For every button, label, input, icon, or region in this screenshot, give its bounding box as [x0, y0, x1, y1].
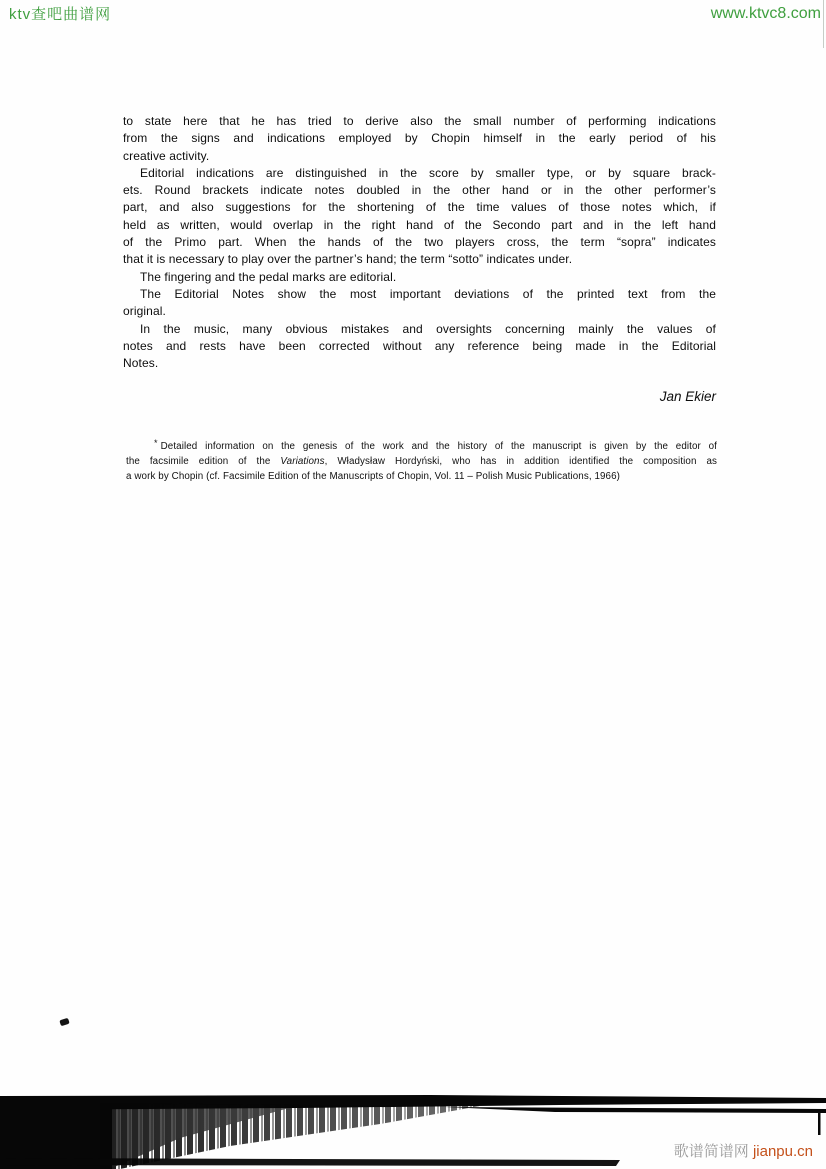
- footnote-text: , Władysław Hordyński, who has in addition identified the composition as: [324, 456, 717, 467]
- text-line: held as written, would overlap in the right hand of the Secondo part and in the left hand: [123, 217, 716, 232]
- text-line: original.: [123, 304, 166, 319]
- footnote-text: Detailed information on the genesis of the work and the history of the manuscript is given by the editor of: [160, 441, 717, 452]
- text-line: notes and rests have been corrected without any reference being made in the Editorial: [123, 338, 716, 353]
- text-line: to state here that he has tried to derive also the small number of performing indications: [123, 114, 716, 128]
- footnote-asterisk: *: [154, 438, 158, 448]
- site-url: jianpu.cn: [752, 1143, 813, 1160]
- footnote-line: a work by Chopin (cf. Facsimile Edition of the Manuscripts of Chopin, Vol. 11 – Polish Music Publications, 1966): [126, 471, 621, 482]
- site-name: 歌谱简谱网: [673, 1143, 749, 1160]
- ink-speck-artifact: [59, 1018, 69, 1026]
- text-line: from the signs and indications employed by Chopin himself in the early period of his: [123, 131, 716, 146]
- text-line: that it is necessary to play over the partner’s hand; the term “sotto” indicates under.: [123, 252, 573, 267]
- footnote-line: [126, 454, 717, 469]
- text-line: The fingering and the pedal marks are editorial.: [140, 269, 397, 284]
- footnote-text: the facsimile edition of the: [126, 456, 281, 467]
- text-line: creative activity.: [123, 148, 210, 163]
- text-line: of the Primo part. When the hands of the two players cross, the term “sopra” indicates: [123, 235, 716, 250]
- text-line: In the music, many obvious mistakes and oversights concerning mainly the values of: [140, 321, 716, 336]
- text-line: ets. Round brackets indicate notes doubled in the other hand or in the other performer’s: [123, 183, 716, 198]
- text-line: The Editorial Notes show the most important deviations of the printed text from the: [140, 286, 716, 301]
- footnote-title-italic: Variations: [280, 456, 325, 467]
- footnote-line: [126, 439, 717, 454]
- text-line: Editorial indications are distinguished in the score by smaller type, or by square brack-: [140, 165, 716, 180]
- watermark-top-right: www.ktvc8.com: [710, 5, 821, 22]
- footnote: [126, 439, 717, 484]
- signature: Jan Ekier: [659, 389, 716, 404]
- text-line: Notes.: [123, 356, 159, 371]
- body-text: [123, 113, 716, 372]
- watermark-bottom: [674, 1140, 813, 1161]
- text-line: part, and also suggestions for the shortening of the time values of those notes which, if: [123, 200, 716, 215]
- watermark-top-left: ktv查吧曲谱网: [9, 6, 112, 23]
- scan-edge-line: [823, 0, 824, 48]
